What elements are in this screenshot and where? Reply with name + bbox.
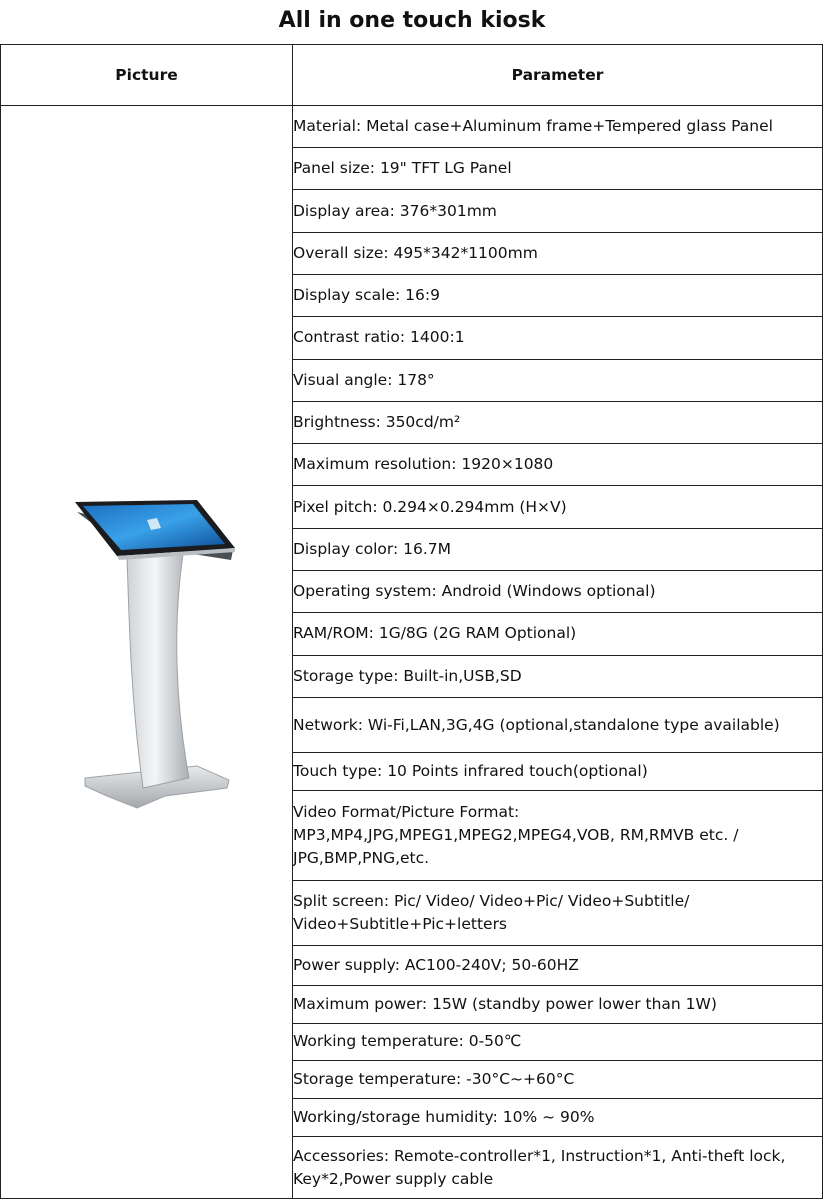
- param-ram-rom: RAM/ROM: 1G/8G (2G RAM Optional): [293, 613, 823, 655]
- param-max-resolution: Maximum resolution: 1920×1080: [293, 444, 823, 486]
- param-visual-angle: Visual angle: 178°: [293, 359, 823, 401]
- table-header-row: [1, 45, 823, 106]
- header-picture: Picture: [1, 45, 293, 106]
- param-max-power: Maximum power: 15W (standby power lower than 1W): [293, 985, 823, 1023]
- param-brightness: Brightness: 350cd/m²: [293, 401, 823, 443]
- param-power-supply: Power supply: AC100-240V; 50-60HZ: [293, 946, 823, 985]
- param-network: Network: Wi-Fi,LAN,3G,4G (optional,standalone type available): [293, 697, 823, 753]
- param-material: Material: Metal case+Aluminum frame+Tempered glass Panel: [293, 105, 823, 147]
- picture-cell: [1, 105, 293, 1198]
- param-touch-type: Touch type: 10 Points infrared touch(optional): [293, 753, 823, 790]
- param-operating-system: Operating system: Android (Windows optional): [293, 570, 823, 612]
- param-contrast-ratio: Contrast ratio: 1400:1: [293, 317, 823, 359]
- kiosk-image: [47, 482, 247, 822]
- param-storage-type: Storage type: Built-in,USB,SD: [293, 655, 823, 697]
- param-display-area: Display area: 376*301mm: [293, 190, 823, 232]
- param-display-color: Display color: 16.7M: [293, 528, 823, 570]
- param-panel-size: Panel size: 19" TFT LG Panel: [293, 148, 823, 190]
- param-overall-size: Overall size: 495*342*1100mm: [293, 232, 823, 274]
- table-row: [1, 105, 823, 147]
- param-display-scale: Display scale: 16:9: [293, 274, 823, 316]
- header-parameter: Parameter: [293, 45, 823, 106]
- param-storage-temperature: Storage temperature: -30°C~+60°C: [293, 1060, 823, 1098]
- spec-table: [0, 44, 823, 1199]
- param-working-temperature: Working temperature: 0-50℃: [293, 1023, 823, 1060]
- page-title: All in one touch kiosk: [278, 8, 546, 33]
- param-pixel-pitch: Pixel pitch: 0.294×0.294mm (H×V): [293, 486, 823, 528]
- param-split-screen: Split screen: Pic/ Video/ Video+Pic/ Video+Subtitle/ Video+Subtitle+Pic+letters: [293, 881, 823, 946]
- param-video-format: Video Format/Picture Format: MP3,MP4,JPG,MPEG1,MPEG2,MPEG4,VOB, RM,RMVB etc. / JPG,BMP,PNG,etc.: [293, 790, 823, 881]
- param-accessories: Accessories: Remote-controller*1, Instruction*1, Anti-theft lock, Key*2,Power supply cable: [293, 1137, 823, 1199]
- param-humidity: Working/storage humidity: 10% ~ 90%: [293, 1098, 823, 1136]
